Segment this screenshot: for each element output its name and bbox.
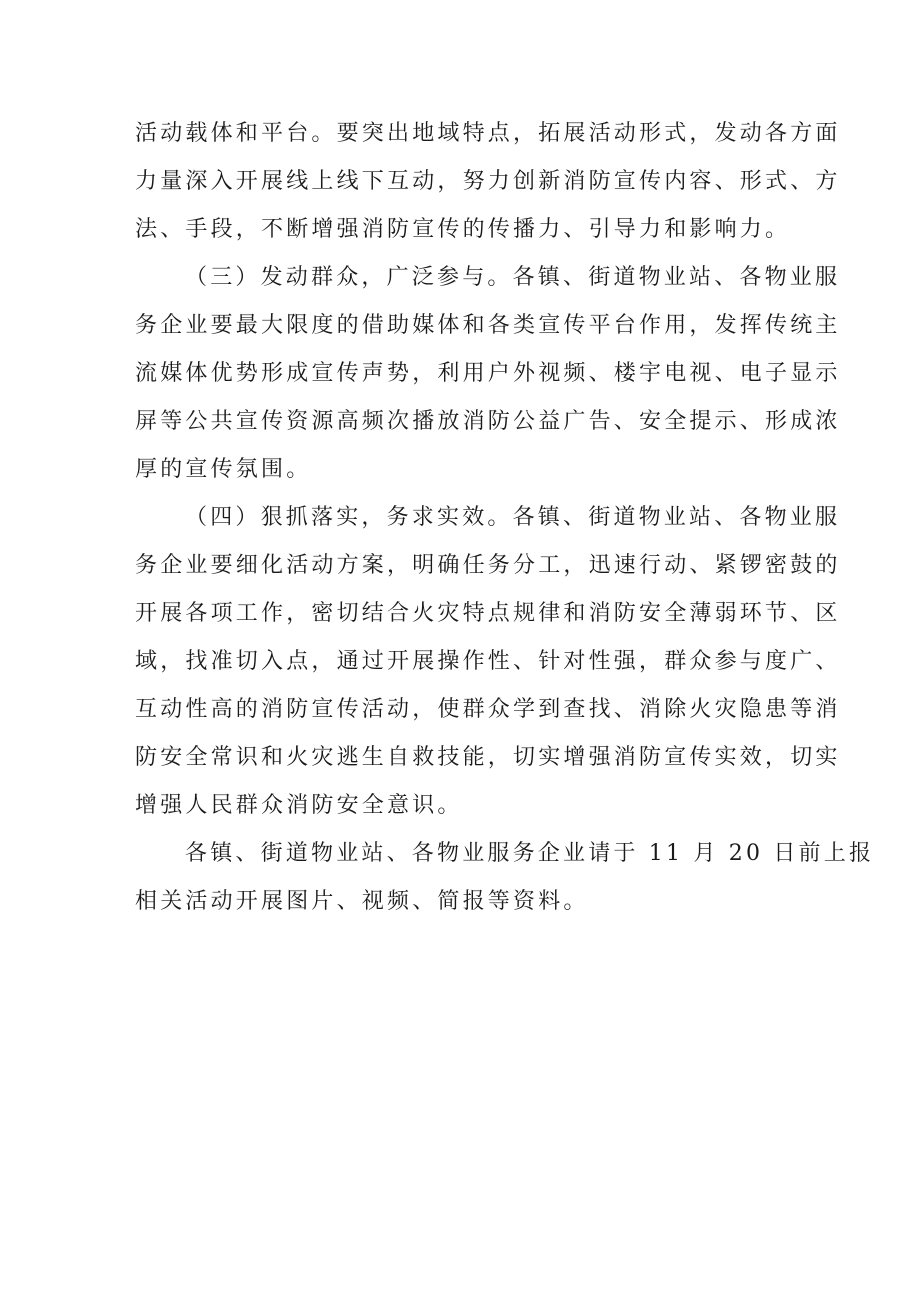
text-line: 法、手段，不断增强消防宣传的传播力、引导力和影响力。 bbox=[135, 217, 791, 242]
text-line: 防安全常识和火灾逃生自救技能，切实增强消防宣传实效，切实 bbox=[135, 745, 841, 770]
text-line: 互动性高的消防宣传活动，使群众学到查找、消除火灾隐患等消 bbox=[135, 697, 841, 722]
text-line: 活动载体和平台。要突出地域特点，拓展活动形式，发动各方面 bbox=[135, 121, 841, 146]
paragraph-continuation bbox=[135, 110, 841, 254]
text-line: 域，找准切入点，通过开展操作性、针对性强，群众参与度广、 bbox=[135, 649, 841, 674]
text-line: 流媒体优势形成宣传声势，利用户外视频、楼宇电视、电子显示 bbox=[135, 361, 841, 386]
text-line: 增强人民群众消防安全意识。 bbox=[135, 793, 463, 818]
text-line: 厚的宣传氛围。 bbox=[135, 457, 312, 482]
document-body bbox=[135, 110, 875, 926]
text-line: 屏等公共宣传资源高频次播放消防公益广告、安全提示、形成浓 bbox=[135, 409, 841, 434]
paragraph-reporting-deadline bbox=[135, 830, 875, 926]
text-line: 各镇、街道物业站、各物业服务企业请于 11 月 20 日前上报 bbox=[185, 841, 875, 866]
text-line: 力量深入开展线上线下互动，努力创新消防宣传内容、形式、方 bbox=[135, 169, 841, 194]
text-line: 务企业要最大限度的借助媒体和各类宣传平台作用，发挥传统主 bbox=[135, 313, 841, 338]
text-line: 相关活动开展图片、视频、简报等资料。 bbox=[135, 889, 589, 914]
text-line: 务企业要细化活动方案，明确任务分工，迅速行动、紧锣密鼓的 bbox=[135, 553, 841, 578]
text-line: （四）狠抓落实，务求实效。各镇、街道物业站、各物业服 bbox=[185, 505, 841, 530]
text-line: （三）发动群众，广泛参与。各镇、街道物业站、各物业服 bbox=[185, 265, 841, 290]
paragraph-implementation bbox=[135, 494, 841, 830]
text-line: 开展各项工作，密切结合火灾特点规律和消防安全薄弱环节、区 bbox=[135, 601, 841, 626]
paragraph-mobilize-public bbox=[135, 254, 841, 494]
